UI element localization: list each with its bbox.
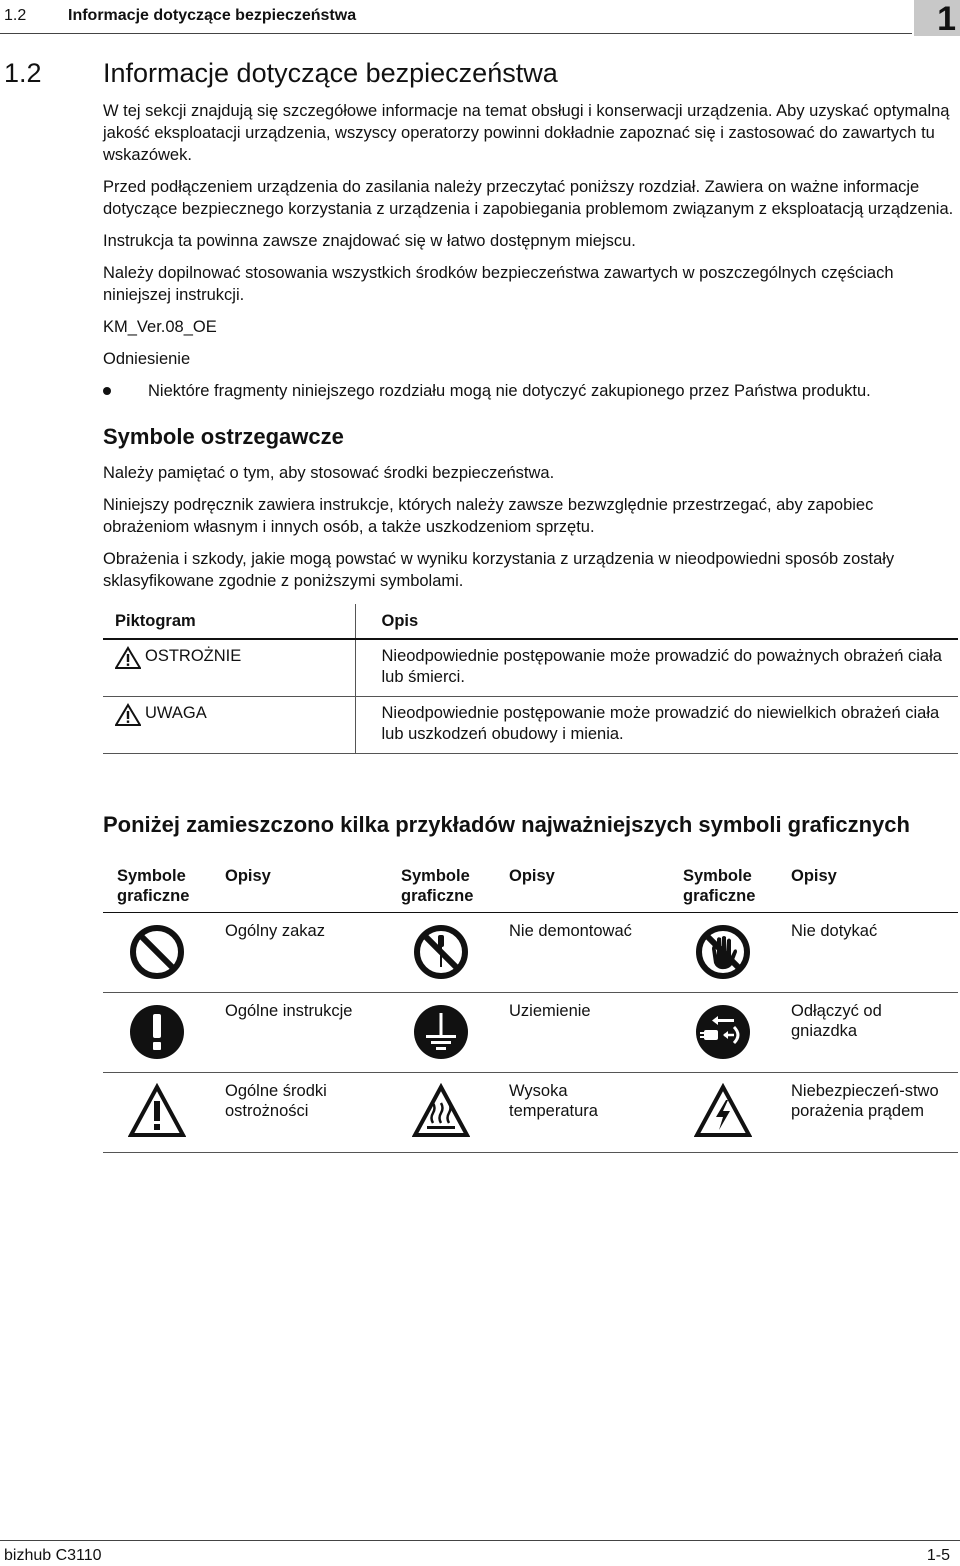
table-row [103,913,958,993]
high-temperature-icon [412,1083,470,1141]
unplug-icon [694,1003,752,1061]
table-header-row [103,860,958,913]
pictogram-table [103,604,958,754]
general-caution-icon [128,1083,186,1141]
intro-paragraph: Należy dopilnować stosowania wszystkich środków bezpieczeństwa zawartych w poszczególnych częściach niniejszej instrukcji. [103,264,894,304]
warning-paragraph: Obrażenia i szkody, jakie mogą powstać w wyniku korzystania z urządzenia w nieodpowiedni sposób zostały sklasyfikowane zgodnie z poniższymi symbolami. [103,550,895,590]
warning-symbols-heading: Symbole ostrzegawcze [103,424,344,449]
warning-label: UWAGA [145,704,207,722]
ground-icon [412,1003,470,1061]
column-header-desc: Opisy [211,860,387,913]
warning-paragraph: Należy pamiętać o tym, aby stosować środki bezpieczeństwa. [103,464,555,482]
intro-paragraph: Instrukcja ta powinna zawsze znajdować się w łatwo dostępnym miejscu. [103,232,636,250]
header-divider [0,33,912,34]
intro-paragraph: W tej sekcji znajdują się szczegółowe informacje na temat obsługi i konserwacji urządzenia. Aby uzyskać optymalną jakość eksploatacji urządzenia, wszyscy operatorzy powinni dokładnie zapoznać się i zastosować do zawartych tu wskazówek. [103,102,950,164]
warning-paragraph: Niniejszy podręcznik zawiera instrukcje, których należy zawsze bezwzględnie przestrzegać, aby zapobiec obrażeniom własnym i innych osób, a także uszkodzeniom sprzętu. [103,496,874,536]
footer-page-number: 1-5 [926,1547,950,1564]
column-header-symbol: Symbole graficzne [669,860,777,913]
caution-description: Nieodpowiednie postępowanie może prowadzić do poważnych obrażeń ciała lub śmierci. [355,639,958,697]
warning-triangle-icon [115,703,141,727]
version-code: KM_Ver.08_OE [103,318,217,336]
warning-description: Nieodpowiednie postępowanie może prowadzić do niewielkich obrażeń ciała lub uszkodzeń obudowy i mienia. [355,697,958,754]
warning-triangle-icon [115,646,141,670]
electric-shock-icon [694,1083,752,1141]
header-section-title: Informacje dotyczące bezpieczeństwa [68,7,357,24]
symbol-description: Odłączyć od gniazdka [777,993,958,1073]
header-section-number: 1.2 [4,7,27,24]
column-header-description: Opis [355,604,958,639]
caution-label: OSTROŻNIE [145,647,242,665]
page-title [4,58,558,89]
page-title-text: Informacje dotyczące bezpieczeństwa [103,58,558,88]
table-row [103,993,958,1073]
reference-bullet [103,380,958,402]
graphic-symbols-table [103,860,958,1153]
symbol-description: Nie demontować [495,913,669,993]
symbol-description: Ogólny zakaz [211,913,387,993]
table-header-row [103,604,958,639]
footer-product: bizhub C3110 [4,1547,102,1564]
symbol-description: Niebezpieczeń-stwo porażenia prądem [777,1073,958,1153]
table-row [103,697,958,754]
symbol-description: Wysoka temperatura [495,1073,669,1153]
reference-label: Odniesienie [103,350,191,368]
table-row [103,1073,958,1153]
intro-paragraph: Przed podłączeniem urządzenia do zasilania należy przeczytać poniższy rozdział. Zawiera on ważne informacje dotyczące bezpiecznego korzystania z urządzenia i zapobiegania problemom związanym z eksploatacją urządzenia. [103,178,954,218]
bullet-icon [103,387,111,395]
column-header-symbol: Symbole graficzne [387,860,495,913]
column-header-pictogram: Piktogram [103,604,355,639]
main-content [103,100,958,754]
symbol-description: Ogólne środki ostrożności [211,1073,387,1153]
graphic-symbols-heading: Poniżej zamieszczono kilka przykładów najważniejszych symboli graficznych [103,812,910,837]
column-header-symbol: Symbole graficzne [103,860,211,913]
column-header-desc: Opisy [495,860,669,913]
column-header-desc: Opisy [777,860,958,913]
do-not-touch-icon [694,923,752,981]
page-header [0,0,960,36]
table-row [103,639,958,697]
symbol-description: Nie dotykać [777,913,958,993]
prohibition-icon [128,923,186,981]
footer-divider [0,1540,960,1541]
chapter-number-badge: 1 [914,0,960,36]
reference-bullet-text: Niektóre fragmenty niniejszego rozdziału mogą nie dotyczyć zakupionego przez Państwa produktu. [148,382,871,400]
general-instruction-icon [128,1003,186,1061]
page-title-number: 1.2 [4,58,42,88]
do-not-disassemble-icon [412,923,470,981]
symbol-description: Ogólne instrukcje [211,993,387,1073]
symbol-description: Uziemienie [495,993,669,1073]
